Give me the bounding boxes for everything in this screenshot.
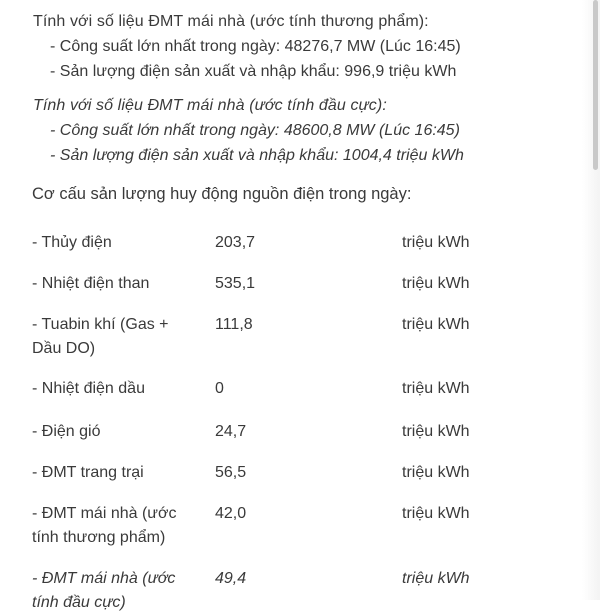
row-name: - ĐMT mái nhà (ước tính thương phẩm) <box>32 505 177 546</box>
row-name: - ĐMT trang trại <box>32 464 144 481</box>
structure-title: Cơ cấu sản lượng huy động nguồn điện trong ngày: <box>32 185 412 203</box>
terminal-heading: Tính với số liệu ĐMT mái nhà (ước tính đầu cực): <box>33 97 387 114</box>
table-row <box>32 272 592 296</box>
row-value: 42,0 <box>215 505 247 522</box>
table-row <box>32 420 592 444</box>
commercial-energy-line: - Sản lượng điện sản xuất và nhập khẩu: 996,9 triệu kWh <box>50 63 457 80</box>
row-name: - ĐMT mái nhà (ước tính đầu cực) <box>32 570 176 611</box>
row-value: 0 <box>215 380 224 397</box>
row-unit: triệu kWh <box>402 275 470 292</box>
row-name: - Nhiệt điện than <box>32 275 150 292</box>
row-name: - Thủy điện <box>32 234 112 251</box>
row-name: - Điện gió <box>32 423 101 440</box>
row-value: 24,7 <box>215 423 247 440</box>
row-unit: triệu kWh <box>402 423 470 440</box>
row-unit: triệu kWh <box>402 380 470 397</box>
table-row <box>32 502 592 546</box>
table-row <box>32 313 592 357</box>
row-value: 56,5 <box>215 464 247 481</box>
terminal-energy-line: - Sản lượng điện sản xuất và nhập khẩu: 1004,4 triệu kWh <box>50 147 464 164</box>
row-name: - Nhiệt điện dầu <box>32 380 145 397</box>
row-unit: triệu kWh <box>402 464 470 481</box>
table-row <box>32 461 592 485</box>
terminal-peak-line: - Công suất lớn nhất trong ngày: 48600,8 MW (Lúc 16:45) <box>50 122 460 139</box>
row-unit: triệu kWh <box>402 234 470 251</box>
row-value: 49,4 <box>215 570 247 587</box>
row-value: 535,1 <box>215 275 256 292</box>
row-unit: triệu kWh <box>402 570 470 587</box>
row-value: 111,8 <box>215 316 253 333</box>
table-row <box>32 377 592 401</box>
row-unit: triệu kWh <box>402 505 470 522</box>
row-value: 203,7 <box>215 234 256 251</box>
table-row <box>32 231 592 255</box>
table-row <box>32 567 592 611</box>
row-unit: triệu kWh <box>402 316 470 333</box>
commercial-peak-line: - Công suất lớn nhất trong ngày: 48276,7 MW (Lúc 16:45) <box>50 38 461 55</box>
commercial-heading: Tính với số liệu ĐMT mái nhà (ước tính thương phẩm): <box>33 13 429 30</box>
row-name: - Tuabin khí (Gas + Dầu DO) <box>32 316 169 357</box>
vertical-scrollbar[interactable] <box>593 0 598 170</box>
